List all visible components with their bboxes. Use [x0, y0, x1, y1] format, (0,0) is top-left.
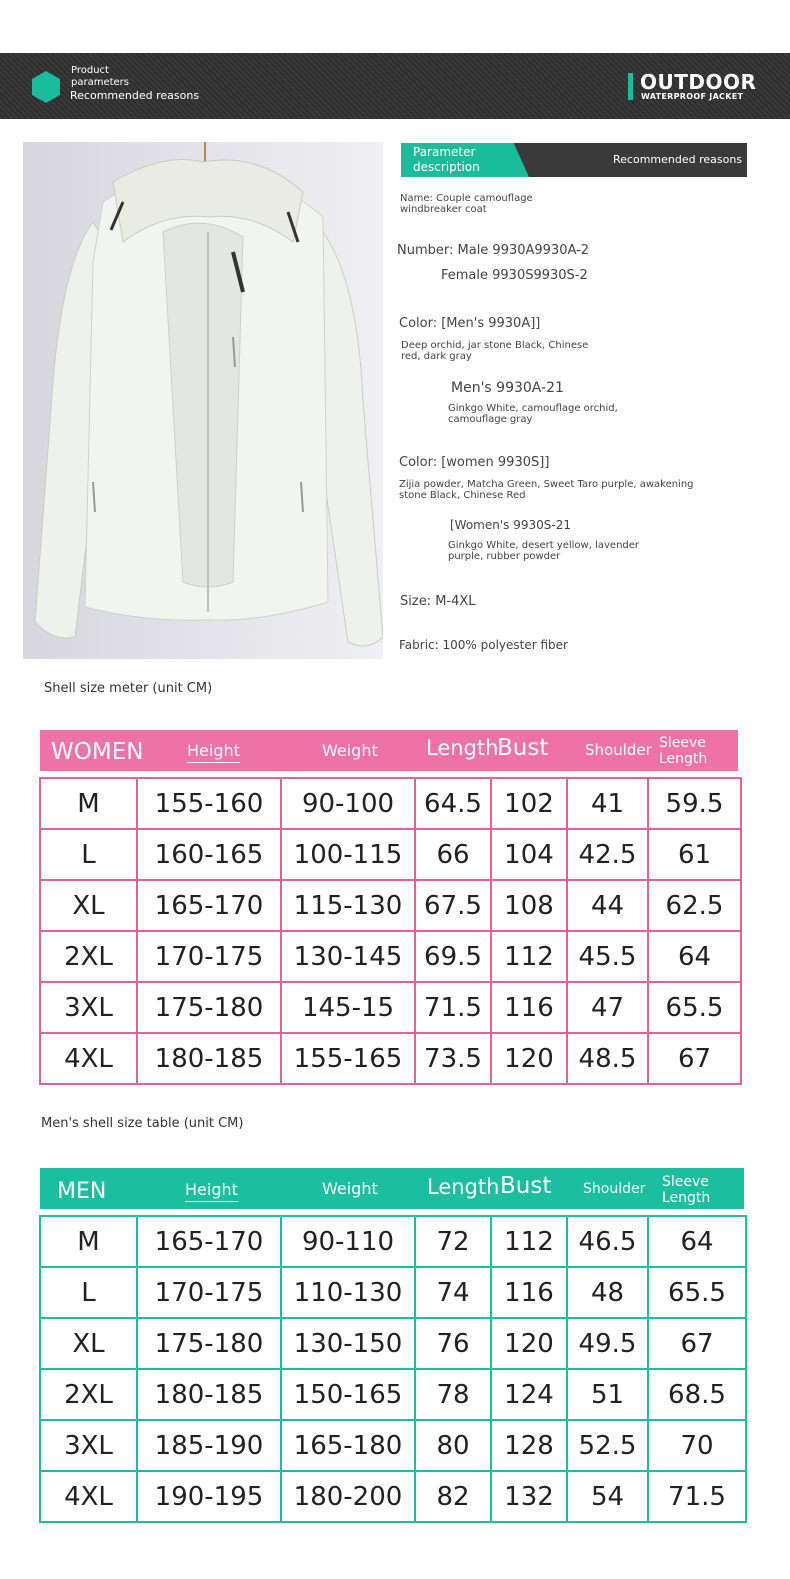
men-table-cell: 150-165: [281, 1369, 415, 1420]
women-table-cell: 65.5: [648, 982, 741, 1033]
men-table-cell: 175-180: [137, 1318, 281, 1369]
men-table-row: [40, 1369, 746, 1420]
women-table-cell: 170-175: [137, 931, 281, 982]
women-table-cell: 4XL: [40, 1033, 137, 1084]
women-table-cell: 3XL: [40, 982, 137, 1033]
men-col-length: Length: [427, 1175, 500, 1199]
women-table-cell: 175-180: [137, 982, 281, 1033]
women-table-header: [40, 730, 738, 771]
women-table-cell: 160-165: [137, 829, 281, 880]
men-table-cell: 51: [567, 1369, 648, 1420]
men-table-cell: 128: [491, 1420, 567, 1471]
women-table-cell: 2XL: [40, 931, 137, 982]
brand-accent-bar: [628, 73, 633, 100]
men-table-cell: XL: [40, 1318, 137, 1369]
women-table-cell: 64: [648, 931, 741, 982]
women-col-length: Length: [426, 736, 499, 760]
men-table-cell: 64: [648, 1216, 746, 1267]
men-table-cell: 52.5: [567, 1420, 648, 1471]
men-table-cell: 190-195: [137, 1471, 281, 1522]
header-line-parameters: parameters: [71, 77, 130, 88]
men-table-cell: 76: [415, 1318, 491, 1369]
men-table-cell: 130-150: [281, 1318, 415, 1369]
women-col-size: WOMEN: [51, 739, 144, 765]
men-col-sleeve: Sleeve Length: [662, 1174, 711, 1206]
men-table-cell: 165-170: [137, 1216, 281, 1267]
men-table-cell: 110-130: [281, 1267, 415, 1318]
women-col-sleeve: Sleeve Length: [659, 735, 708, 767]
women-table-cell: 45.5: [567, 931, 648, 982]
men-table-cell: 72: [415, 1216, 491, 1267]
women-table-row: [40, 778, 741, 829]
men-table-row: [40, 1267, 746, 1318]
recommended-reasons-label: Recommended reasons: [613, 153, 743, 166]
women-table-cell: 67: [648, 1033, 741, 1084]
women-table-cell: 130-145: [281, 931, 415, 982]
param-men-21-title: Men's 9930A-21: [451, 380, 564, 396]
men-col-weight: Weight: [322, 1179, 378, 1198]
women-table-cell: 48.5: [567, 1033, 648, 1084]
women-table-cell: 145-15: [281, 982, 415, 1033]
men-table-cell: 180-200: [281, 1471, 415, 1522]
women-table-cell: 44: [567, 880, 648, 931]
men-table-cell: 46.5: [567, 1216, 648, 1267]
jacket-photo: [23, 142, 383, 659]
women-col-height: Height: [187, 741, 240, 763]
param-number-female: Female 9930S9930S-2: [441, 268, 588, 283]
women-table-row: [40, 880, 741, 931]
param-men-21-list: Ginkgo White, camouflage orchid, camouflage gray: [448, 403, 618, 425]
header-line-product: Product: [71, 65, 109, 76]
men-table-cell: 180-185: [137, 1369, 281, 1420]
brand-title: OUTDOOR: [640, 70, 757, 94]
women-table-cell: 66: [415, 829, 491, 880]
men-table-cell: 4XL: [40, 1471, 137, 1522]
men-table-cell: 3XL: [40, 1420, 137, 1471]
women-size-table: [39, 777, 742, 1085]
men-table-cell: 2XL: [40, 1369, 137, 1420]
men-table-cell: 74: [415, 1267, 491, 1318]
women-table-caption: Shell size meter (unit CM): [44, 681, 213, 696]
men-table-cell: 80: [415, 1420, 491, 1471]
men-size-table: [39, 1215, 747, 1523]
women-table-cell: L: [40, 829, 137, 880]
men-table-cell: M: [40, 1216, 137, 1267]
women-table-row: [40, 829, 741, 880]
women-table-cell: 73.5: [415, 1033, 491, 1084]
param-women-21-list: Ginkgo White, desert yellow, lavender purple, rubber powder: [448, 540, 640, 562]
women-table-cell: XL: [40, 880, 137, 931]
women-table-cell: 64.5: [415, 778, 491, 829]
men-table-cell: 54: [567, 1471, 648, 1522]
param-size: Size: M-4XL: [400, 594, 476, 609]
param-color-men-list: Deep orchid, jar stone Black, Chinese red, dark gray: [401, 340, 589, 362]
women-table-cell: 108: [491, 880, 567, 931]
param-women-21-title: [Women's 9930S-21: [450, 518, 571, 532]
women-table-row: [40, 1033, 741, 1084]
women-col-bust: Bust: [497, 735, 549, 761]
men-col-height: Height: [185, 1180, 238, 1202]
women-table-cell: 180-185: [137, 1033, 281, 1084]
men-table-cell: 65.5: [648, 1267, 746, 1318]
women-table-row: [40, 982, 741, 1033]
men-table-cell: 112: [491, 1216, 567, 1267]
men-col-size: MEN: [57, 1179, 107, 1204]
women-col-weight: Weight: [322, 741, 378, 760]
women-table-cell: 41: [567, 778, 648, 829]
men-table-cell: 70: [648, 1420, 746, 1471]
men-table-cell: 124: [491, 1369, 567, 1420]
men-table-row: [40, 1216, 746, 1267]
header-line-reasons: Recommended reasons: [70, 89, 200, 102]
women-table-cell: 116: [491, 982, 567, 1033]
men-table-cell: 67: [648, 1318, 746, 1369]
women-table-cell: 102: [491, 778, 567, 829]
men-table-cell: 68.5: [648, 1369, 746, 1420]
men-table-cell: 116: [491, 1267, 567, 1318]
men-table-cell: 185-190: [137, 1420, 281, 1471]
women-table-cell: 90-100: [281, 778, 415, 829]
men-table-caption: Men's shell size table (unit CM): [41, 1116, 244, 1131]
param-color-women-list: Zijia powder, Matcha Green, Sweet Taro purple, awakening stone Black, Chinese Red: [399, 479, 694, 501]
women-table-cell: 100-115: [281, 829, 415, 880]
param-name: Name: Couple camouflage windbreaker coat: [400, 193, 533, 215]
women-table-cell: 165-170: [137, 880, 281, 931]
women-table-cell: 104: [491, 829, 567, 880]
men-table-cell: 132: [491, 1471, 567, 1522]
women-table-row: [40, 931, 741, 982]
men-table-cell: L: [40, 1267, 137, 1318]
men-table-cell: 48: [567, 1267, 648, 1318]
param-color-women-title: Color: [women 9930S]]: [399, 455, 550, 470]
men-table-header: [40, 1168, 744, 1209]
women-table-cell: 67.5: [415, 880, 491, 931]
women-table-cell: 61: [648, 829, 741, 880]
women-table-cell: 112: [491, 931, 567, 982]
men-table-cell: 165-180: [281, 1420, 415, 1471]
men-table-row: [40, 1471, 746, 1522]
param-tab-label: Parameter description: [413, 145, 480, 174]
men-table-cell: 170-175: [137, 1267, 281, 1318]
women-table-cell: 120: [491, 1033, 567, 1084]
men-table-cell: 49.5: [567, 1318, 648, 1369]
jacket-illustration: [23, 142, 383, 659]
women-table-cell: 155-160: [137, 778, 281, 829]
women-table-cell: 115-130: [281, 880, 415, 931]
param-number-male: Number: Male 9930A9930A-2: [397, 243, 590, 258]
param-color-men-title: Color: [Men's 9930A]]: [399, 316, 541, 331]
women-table-cell: 59.5: [648, 778, 741, 829]
men-table-cell: 82: [415, 1471, 491, 1522]
brand-subtitle: WATERPROOF JACKET: [641, 92, 744, 101]
men-table-cell: 71.5: [648, 1471, 746, 1522]
women-table-cell: 62.5: [648, 880, 741, 931]
men-table-row: [40, 1420, 746, 1471]
women-table-cell: 42.5: [567, 829, 648, 880]
men-col-bust: Bust: [500, 1173, 552, 1199]
men-table-cell: 78: [415, 1369, 491, 1420]
men-table-cell: 120: [491, 1318, 567, 1369]
women-col-shoulder: Shoulder: [585, 741, 652, 759]
param-fabric: Fabric: 100% polyester fiber: [399, 638, 568, 652]
women-table-cell: 69.5: [415, 931, 491, 982]
men-col-shoulder: Shoulder: [583, 1181, 646, 1197]
women-table-cell: M: [40, 778, 137, 829]
women-table-cell: 47: [567, 982, 648, 1033]
women-table-cell: 71.5: [415, 982, 491, 1033]
women-table-cell: 155-165: [281, 1033, 415, 1084]
men-table-row: [40, 1318, 746, 1369]
men-table-cell: 90-110: [281, 1216, 415, 1267]
